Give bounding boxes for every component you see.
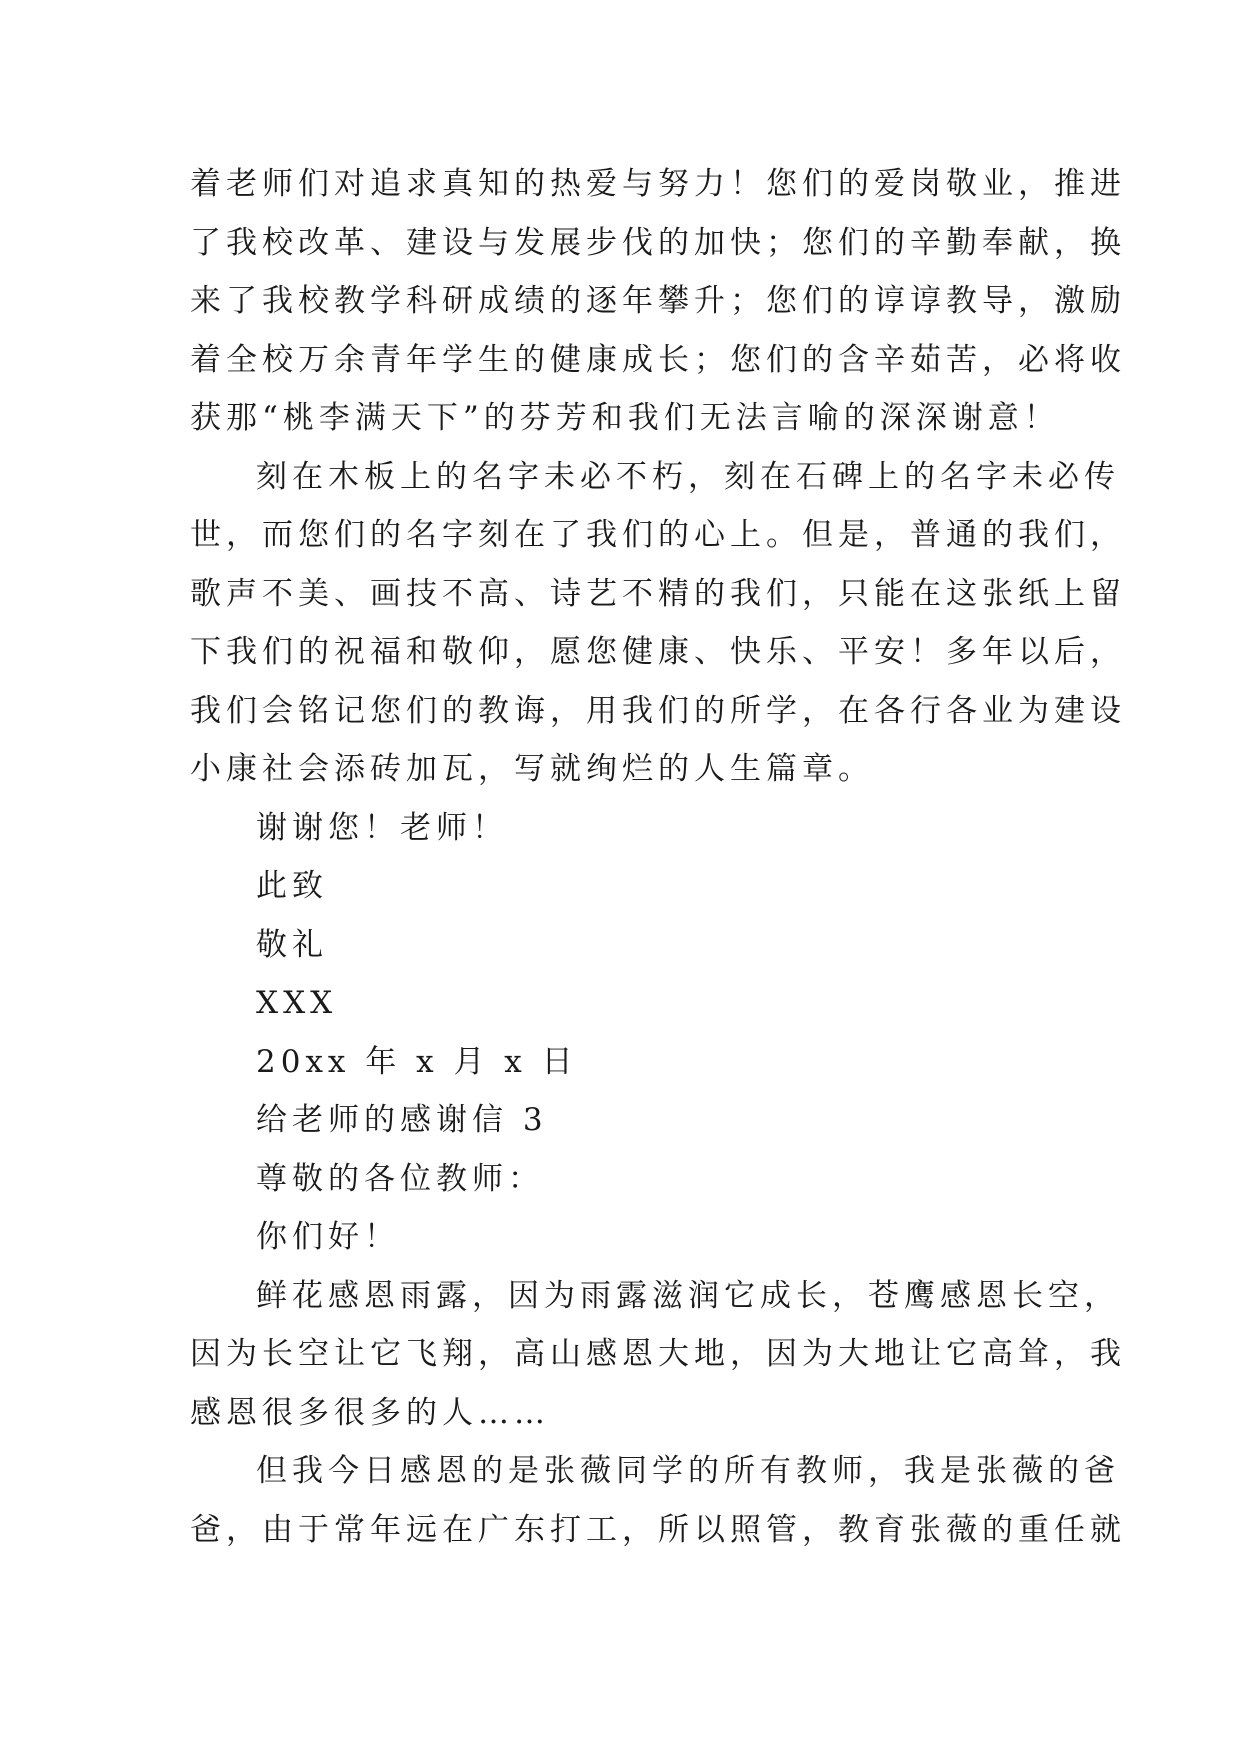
greeting-line: 你们好！	[256, 1219, 400, 1255]
letter-date: 20xx 年 x 月 x 日	[256, 1043, 578, 1080]
text-line: 了我校改革、建设与发展步伐的加快；您们的辛勤奉献，换	[190, 224, 1126, 261]
paragraph-start-line: 刻在木板上的名字未必不朽，刻在石碑上的名字未必传	[256, 458, 1120, 495]
closing-salutation: 此致	[256, 868, 328, 904]
paragraph-start-line: 但我今日感恩的是张薇同学的所有教师，我是张薇的爸	[256, 1453, 1120, 1489]
section-title: 给老师的感谢信 3	[256, 1102, 548, 1138]
text-line: 小康社会添砖加瓦，写就绚烂的人生篇章。	[190, 751, 874, 787]
text-line: 着全校万余青年学生的健康成长；您们的含辛茹苦，必将收	[190, 341, 1126, 378]
text-line: 获那“桃李满天下”的芬芳和我们无法言喻的深深谢意！	[190, 400, 1060, 436]
greeting-line: 尊敬的各位教师：	[256, 1160, 544, 1197]
text-line: 我们会铭记您们的教诲，用我们的所学，在各行各业为建设	[190, 692, 1126, 729]
text-line: 来了我校教学科研成绩的逐年攀升；您们的谆谆教导，激励	[190, 283, 1126, 319]
text-line: 着老师们对追求真知的热爱与努力！您们的爱岗敬业，推进	[190, 166, 1126, 202]
letter-body	[190, 155, 1126, 1559]
signature-name: XXX	[256, 985, 338, 1021]
text-line: 爸，由于常年远在广东打工，所以照管，教育张薇的重任就	[190, 1511, 1126, 1548]
text-line: 世，而您们的名字刻在了我们的心上。但是，普通的我们，	[190, 517, 1126, 553]
paragraph-start-line: 鲜花感恩雨露，因为雨露滋润它成长，苍鹰感恩长空，	[256, 1277, 1120, 1314]
text-line: 感恩很多很多的人……	[190, 1394, 550, 1431]
closing-salutation: 敬礼	[256, 926, 328, 963]
text-line: 因为长空让它飞翔，高山感恩大地，因为大地让它高耸，我	[190, 1336, 1126, 1372]
thanks-line: 谢谢您！老师！	[256, 809, 508, 846]
text-line: 歌声不美、画技不高、诗艺不精的我们，只能在这张纸上留	[190, 575, 1126, 612]
text-line: 下我们的祝福和敬仰，愿您健康、快乐、平安！多年以后，	[190, 634, 1126, 670]
